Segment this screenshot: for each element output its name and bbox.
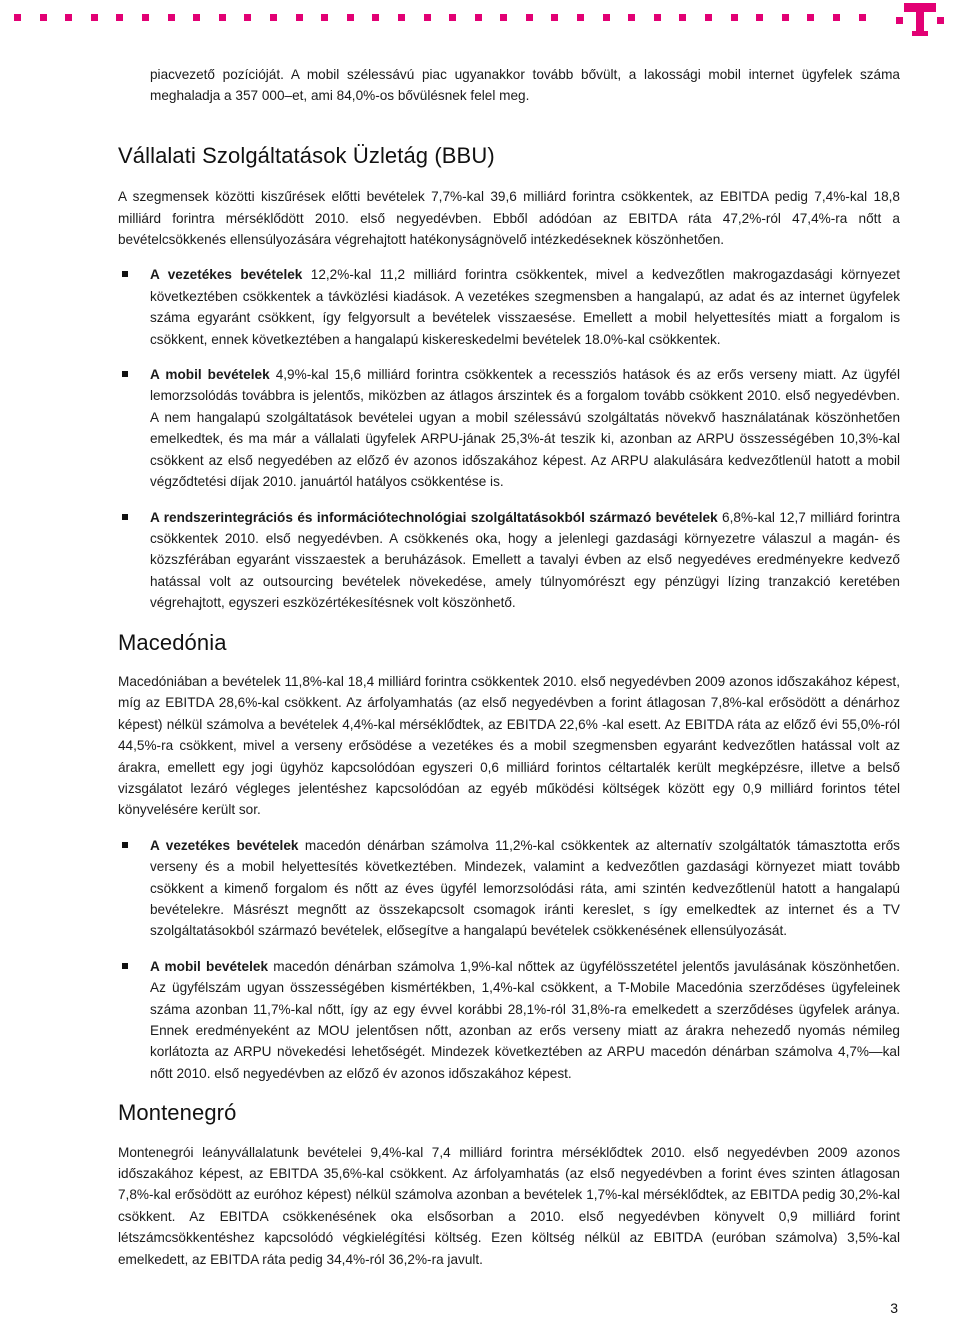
header-dot bbox=[193, 14, 200, 21]
header-dot bbox=[731, 14, 738, 21]
header-dot bbox=[526, 14, 533, 21]
header-dot bbox=[219, 14, 226, 21]
bbu-bullet-mobile bbox=[150, 364, 900, 492]
macedonia-bullet-fixed bbox=[150, 835, 900, 942]
header-dot bbox=[654, 14, 661, 21]
header-dot bbox=[833, 14, 840, 21]
bullet-text: macedón dénárban számolva 1,9%-kal nőttek az ügyfélösszetétel jelentős javulásának köszönhetően. Az ügyfélszám ugyan összességében kismértékben, 1,4%-kal csökkent, a T-Mobile Macedónia szerződéses ügyfeleinek száma azonban 11,7%-kal nőtt, így az egy évvel korábbi 28,1%-ról 31,8%-ra emelkedett a szerződéses ügyfelek aránya. Ennek eredményeként az MOU jelentősen nőtt, azonban az erős verseny miatt az árakra nehezedő nyomás némileg korlátozta az ARPU növekedési lehetőségét. Mindezek következtében az ARPU macedón dénárban számolva 4,7%—kal nőtt 2010. első negyedévben az előző év azonos időszakához képest. bbox=[150, 958, 900, 1081]
header-dot bbox=[551, 14, 558, 21]
header-dot bbox=[449, 14, 456, 21]
header-dot bbox=[705, 14, 712, 21]
macedonia-bullet-mobile bbox=[150, 956, 900, 1084]
header-dot bbox=[40, 14, 47, 21]
header-dot bbox=[782, 14, 789, 21]
header-dot bbox=[859, 14, 866, 21]
bbu-paragraph: A szegmensek közötti kiszűrések előtti bevételek 7,7%-kal 39,6 milliárd forintra csökkentek, az EBITDA pedig 7,4%-kal 18,8 milliárd forintra mérséklődött 2010. első negyedévben. Ebből adódóan az EBITDA ráta 47,2%-ról 47,4%-ra nőtt a bevételcsökkenés ellensúlyozására végrehajtott hatékonyságnövelő intézkedéseknek köszönhetően. bbox=[118, 189, 900, 248]
macedonia-paragraph: Macedóniában a bevételek 11,8%-kal 18,4 milliárd forintra csökkentek 2010. első negyedévben 2009 azonos időszakához képest, míg az EBITDA 28,6%-kal csökkent. Az árfolyamhatás (az első negyedévben a forint átlagosan 7,8%-kal erősödött a dénárhoz képest) nélkül számolva a bevételek 4,4%-kal mérséklődtek, az EBITDA 22,6% -kal esett. Az EBITDA ráta az előző évi 55,0%-ról 44,5%-ra csökkent, mivel a verseny erősödése a vezetékes és a mobil szegmensben egyaránt kedvezőtlen hatással volt az árakra, emellett egy jogi ügyhöz kapcsolódóan egyszeri 0,6 milliárd forintos céltartalék került megképzésre, illetve a belső vizsgálatot lezáró végleges jelentéshez kapcsolódóan az egyéb működési költségek között egy 0,9 milliárd forintos tétel könyvelésére került sor. bbox=[118, 673, 900, 818]
header-dot bbox=[424, 14, 431, 21]
header-dot bbox=[807, 14, 814, 21]
bullet-bold-label: A vezetékes bevételek bbox=[150, 267, 303, 283]
header-dot bbox=[756, 14, 763, 21]
bullet-text: 4,9%-kal 15,6 milliárd forintra csökkentek a recessziós hatások és az erős verseny miatt. Az ügyfél lemorzsolódás továbbra is jelentős, miközben az átlagos árszintek és a forgalom tovább csökkent 2010. első negyedévben. A nem hangalapú szolgáltatások bevételei ugyan a mobil szélessávú szolgáltatás növekvő használatának köszönhetően emelkedtek, és ma már a vállalati ügyfelek ARPU-jának 25,3%-át teszik ki, azonban az ARPU összességében 10,3%-kal csökkent az első negyedében az előző év azonos időszakához képest. Az ARPU alakulására kedvezőtlenül hatott a mobil végződtetési díjak 2010. januártól hatályos csökkentése is. bbox=[150, 367, 900, 490]
header-dot bbox=[577, 14, 584, 21]
bullet-bold-label: A mobil bevételek bbox=[150, 958, 269, 974]
header-dot bbox=[168, 14, 175, 21]
header-dot bbox=[296, 14, 303, 21]
header-dot bbox=[603, 14, 610, 21]
header-dot bbox=[244, 14, 251, 21]
page-number: 3 bbox=[890, 1300, 898, 1316]
bullet-bold-label: A rendszerintegrációs és információtechnológiai szolgáltatásokból származó bevételek bbox=[150, 509, 718, 525]
bullet-bold-label: A vezetékes bevételek bbox=[150, 837, 299, 853]
header-dot bbox=[398, 14, 405, 21]
bullet-text: macedón dénárban számolva 11,2%-kal csökkentek az alternatív szolgáltatók támasztotta erős verseny és a mobil helyettesítés következtében. Mindezek, valamint a kedvezőtlen gazdasági környezet miatt tovább csökkent a kimenő forgalom és nőtt az éves ügyfél lemorzsolódási ráta, ami szintén kedvezőtlenül hatott a hangalapú bevételekre. Másrészt megnőtt az összekapcsolt csomagok iránti kereslet, s így emelkedtek az internet és a TV szolgáltatásokból származó bevételek, elősegítve a hangalapú bevételek csökkenésének ellensúlyozását. bbox=[150, 837, 900, 939]
telekom-t-icon bbox=[896, 3, 944, 39]
page-header bbox=[0, 0, 960, 40]
header-dot-row bbox=[14, 14, 866, 24]
header-dot bbox=[142, 14, 149, 21]
document-body bbox=[118, 64, 900, 1270]
bullet-text: 12,2%-kal 11,2 milliárd forintra csökkentek, mivel a kedvezőtlen makrogazdasági környezet következtében csökkentek a távközlési kiadások. A vezetékes szegmensben a hangalapú, az adat és az internet ügyfelek száma egyaránt csökkent, így felgyorsult a bevételek visszaesése. Emellett a mobil helyettesítés miatt a forgalom is csökkent, ennek következtében a hangalapú kiskereskedelmi bevételek 18.0%-kal csökkentek. bbox=[150, 267, 900, 347]
intro-paragraph: piacvezető pozícióját. A mobil szélessávú piac ugyanakkor tovább bővült, a lakossági mobil internet ügyfelek száma meghaladja a 357 000–et, ami 84,0%-os bővülésnek felel meg. bbox=[150, 67, 900, 104]
header-dot bbox=[628, 14, 635, 21]
header-dot bbox=[321, 14, 328, 21]
header-dot bbox=[500, 14, 507, 21]
bullet-bold-label: A mobil bevételek bbox=[150, 367, 270, 383]
header-dot bbox=[679, 14, 686, 21]
bbu-bullet-fixed bbox=[150, 264, 900, 350]
macedonia-heading: Macedónia bbox=[118, 629, 227, 655]
header-dot bbox=[270, 14, 277, 21]
header-dot bbox=[372, 14, 379, 21]
header-dot bbox=[347, 14, 354, 21]
header-dot bbox=[475, 14, 482, 21]
bbu-bullet-si-it bbox=[150, 507, 900, 614]
montenegro-paragraph: Montenegrói leányvállalatunk bevételei 9,4%-kal 7,4 milliárd forintra mérséklődtek 2010. első negyedévben 2009 azonos időszakához képest, az EBITDA 35,6%-kal csökkent. Az árfolyamhatás (az első negyedévben a forint éves szinten átlagosan 7,8%-kal erősödött az euróhoz képest) nélkül számolva azonban a bevételek 1,7%-kal mérséklődtek, az EBITDA pedig 30,2%-kal csökkent. Az EBITDA csökkenésének oka elsősorban a 2010. első negyedévben könyvelt 0,9 milliárd forint létszámcsökkentéshez kapcsolódó végkielégítési költség. Ezen költség nélkül az EBITDA (euróban számolva) 3,5%-kal emelkedett, az EBITDA ráta pedig 34,4%-ról 36,2%-ra javult. bbox=[118, 1144, 900, 1267]
header-dot bbox=[14, 14, 21, 21]
header-dot bbox=[91, 14, 98, 21]
bbu-heading: Vállalati Szolgáltatások Üzletág (BBU) bbox=[118, 142, 495, 168]
header-dot bbox=[116, 14, 123, 21]
header-dot bbox=[65, 14, 72, 21]
bullet-text: 6,8%-kal 12,7 milliárd forintra csökkentek 2010. első negyedévben. A csökkenés oka, hogy a jelenlegi gazdasági környezetre válaszul a magán- és közszférában egyaránt visszaestek a beruházások. Emellett a tavalyi évben az első negyedéves eredményekre kedvező hatással volt az outsourcing bevételek növekedése, amely túlnyomórészt egy pénzügyi lízing tranzakció keretében végrehajtott, egyszeri eszközértékesítésnek volt köszönhető. bbox=[150, 509, 901, 611]
montenegro-heading: Montenegró bbox=[118, 1100, 237, 1126]
